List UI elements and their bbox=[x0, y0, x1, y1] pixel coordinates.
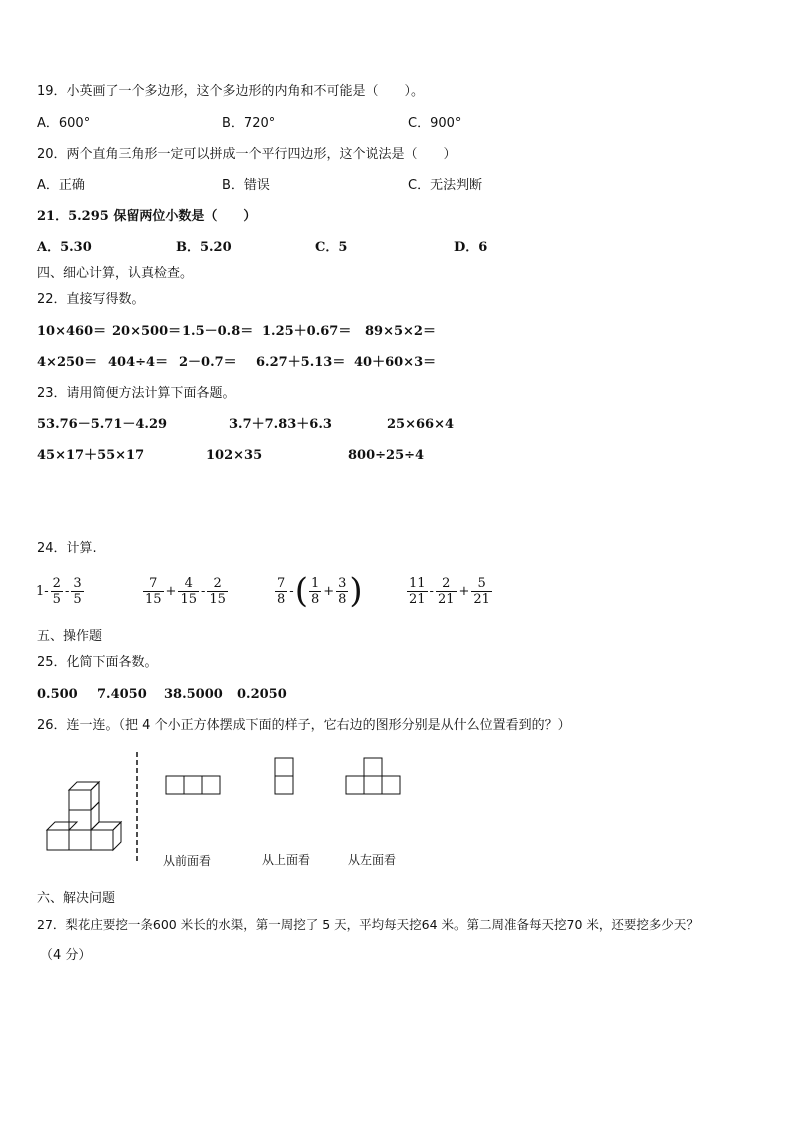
fraction bbox=[275, 576, 287, 607]
fraction bbox=[71, 576, 83, 607]
q20-text: 20．两个直角三角形一定可以拼成一个平行四边形，这个说法是（ ） bbox=[37, 147, 457, 162]
fraction bbox=[407, 576, 428, 607]
q22-item: 6.27＋5.13＝ bbox=[256, 355, 346, 370]
denominator: 8 bbox=[277, 591, 286, 607]
numerator: 4 bbox=[178, 576, 199, 592]
fraction bbox=[51, 576, 63, 607]
operator: - bbox=[64, 584, 70, 599]
denominator: 21 bbox=[409, 592, 426, 607]
expr-lead: 1- bbox=[36, 584, 49, 599]
q23-item: 25×66×4 bbox=[387, 417, 455, 432]
fraction bbox=[178, 576, 199, 607]
left-parenthesis: ( bbox=[294, 571, 308, 611]
q22-item: 40＋60×3＝ bbox=[354, 355, 437, 370]
numerator: 7 bbox=[277, 575, 286, 591]
q21-option-d: D．6 bbox=[454, 240, 488, 255]
denominator: 21 bbox=[437, 592, 455, 607]
q25-text: 25．化简下面各数。 bbox=[37, 655, 158, 670]
front-view-shape bbox=[166, 776, 220, 794]
q19-option-a: A．600° bbox=[37, 116, 91, 131]
q24-expression-1 bbox=[35, 576, 85, 607]
denominator: 15 bbox=[180, 592, 197, 607]
numerator: 5 bbox=[471, 576, 492, 592]
q21-option-b: B．5.20 bbox=[176, 240, 232, 255]
q27-score: （4 分） bbox=[40, 948, 92, 963]
operator: + bbox=[165, 584, 177, 599]
q25-value: 7.4050 bbox=[97, 687, 147, 702]
q26-figure bbox=[0, 740, 794, 870]
caption-front-view: 从前面看 bbox=[163, 854, 212, 868]
numerator: 2 bbox=[207, 576, 228, 592]
fraction bbox=[471, 576, 492, 607]
q19-text: 19．小英画了一个多边形，这个多边形的内角和不可能是（ ）。 bbox=[37, 84, 425, 99]
section-5-heading: 五、操作题 bbox=[37, 629, 103, 644]
denominator: 21 bbox=[473, 592, 490, 607]
numerator: 3 bbox=[73, 576, 82, 591]
q22-item: 1.25＋0.67＝ bbox=[262, 324, 352, 339]
q19-option-c: C．900° bbox=[408, 116, 462, 131]
q23-item: 800÷25÷4 bbox=[348, 448, 425, 463]
numerator: 3 bbox=[338, 575, 347, 591]
denominator: 8 bbox=[310, 591, 320, 607]
fraction bbox=[207, 576, 228, 607]
q21-text: 21．5.295 保留两位小数是（ ） bbox=[37, 209, 257, 224]
denominator: 8 bbox=[338, 591, 347, 607]
q24-expression-4 bbox=[406, 576, 493, 607]
q20-option-a: A．正确 bbox=[37, 178, 85, 193]
caption-top-view: 从上面看 bbox=[262, 853, 311, 867]
q24-text: 24．计算. bbox=[37, 541, 97, 556]
numerator: 7 bbox=[143, 576, 164, 592]
q27-text: 27．梨花庄要挖一条600 米长的水渠，第一周挖了 5 天，平均每天挖64 米。第二周准备每天挖70 米，还要挖多少天？ bbox=[37, 917, 699, 932]
operator: - bbox=[201, 584, 206, 599]
operator: - bbox=[429, 584, 434, 599]
q23-text: 23．请用简便方法计算下面各题。 bbox=[37, 386, 236, 401]
fraction bbox=[143, 576, 164, 607]
numerator: 1 bbox=[310, 575, 320, 591]
numerator: 11 bbox=[409, 576, 426, 591]
q23-item: 45×17＋55×17 bbox=[37, 448, 145, 463]
fraction bbox=[309, 576, 321, 607]
q19-option-b: B．720° bbox=[222, 116, 276, 131]
denominator: 15 bbox=[145, 592, 162, 607]
q20-option-c: C．无法判断 bbox=[408, 178, 483, 193]
section-4-heading: 四、细心计算，认真检查。 bbox=[37, 266, 194, 281]
q26-text: 26．连一连。（把 4 个小正方体摆成下面的样子，它右边的图形分别是从什么位置看到的？） bbox=[37, 718, 571, 733]
operator: + bbox=[458, 584, 470, 599]
q25-value: 38.5000 bbox=[164, 687, 223, 702]
numerator: 2 bbox=[52, 576, 61, 591]
q22-item: 1.5－0.8＝ bbox=[182, 324, 254, 339]
q22-item: 10×460＝ bbox=[37, 324, 107, 339]
q22-item: 20×500＝ bbox=[112, 324, 182, 339]
denominator: 5 bbox=[73, 592, 82, 607]
q22-item: 89×5×2＝ bbox=[365, 324, 436, 339]
q25-value: 0.500 bbox=[37, 687, 78, 702]
section-6-heading: 六、解决问题 bbox=[37, 891, 116, 906]
q20-option-b: B．错误 bbox=[222, 178, 270, 193]
q22-item: 2－0.7＝ bbox=[179, 355, 237, 370]
q22-text: 22．直接写得数。 bbox=[37, 292, 145, 307]
fraction bbox=[436, 576, 457, 607]
q21-option-a: A．5.30 bbox=[37, 240, 92, 255]
q22-item: 404÷4＝ bbox=[108, 355, 169, 370]
q23-item: 53.76－5.71－4.29 bbox=[37, 417, 168, 432]
numerator: 2 bbox=[436, 576, 457, 592]
left-view-shape bbox=[346, 758, 400, 794]
operator: - bbox=[289, 583, 294, 599]
q23-item: 3.7＋7.83＋6.3 bbox=[229, 417, 332, 432]
q23-item: 102×35 bbox=[206, 448, 263, 463]
fraction bbox=[336, 576, 348, 607]
q21-option-c: C．5 bbox=[315, 240, 348, 255]
operator: + bbox=[323, 583, 335, 599]
q22-item: 4×250＝ bbox=[37, 355, 98, 370]
q24-expression-3 bbox=[274, 571, 363, 611]
denominator: 5 bbox=[52, 592, 61, 607]
caption-left-view: 从左面看 bbox=[348, 853, 397, 867]
right-parenthesis: ) bbox=[349, 571, 363, 611]
cube-stack bbox=[47, 782, 121, 850]
q25-value: 0.2050 bbox=[237, 687, 287, 702]
denominator: 15 bbox=[209, 592, 226, 607]
top-view-shape bbox=[275, 758, 293, 794]
q24-expression-2 bbox=[142, 576, 229, 607]
